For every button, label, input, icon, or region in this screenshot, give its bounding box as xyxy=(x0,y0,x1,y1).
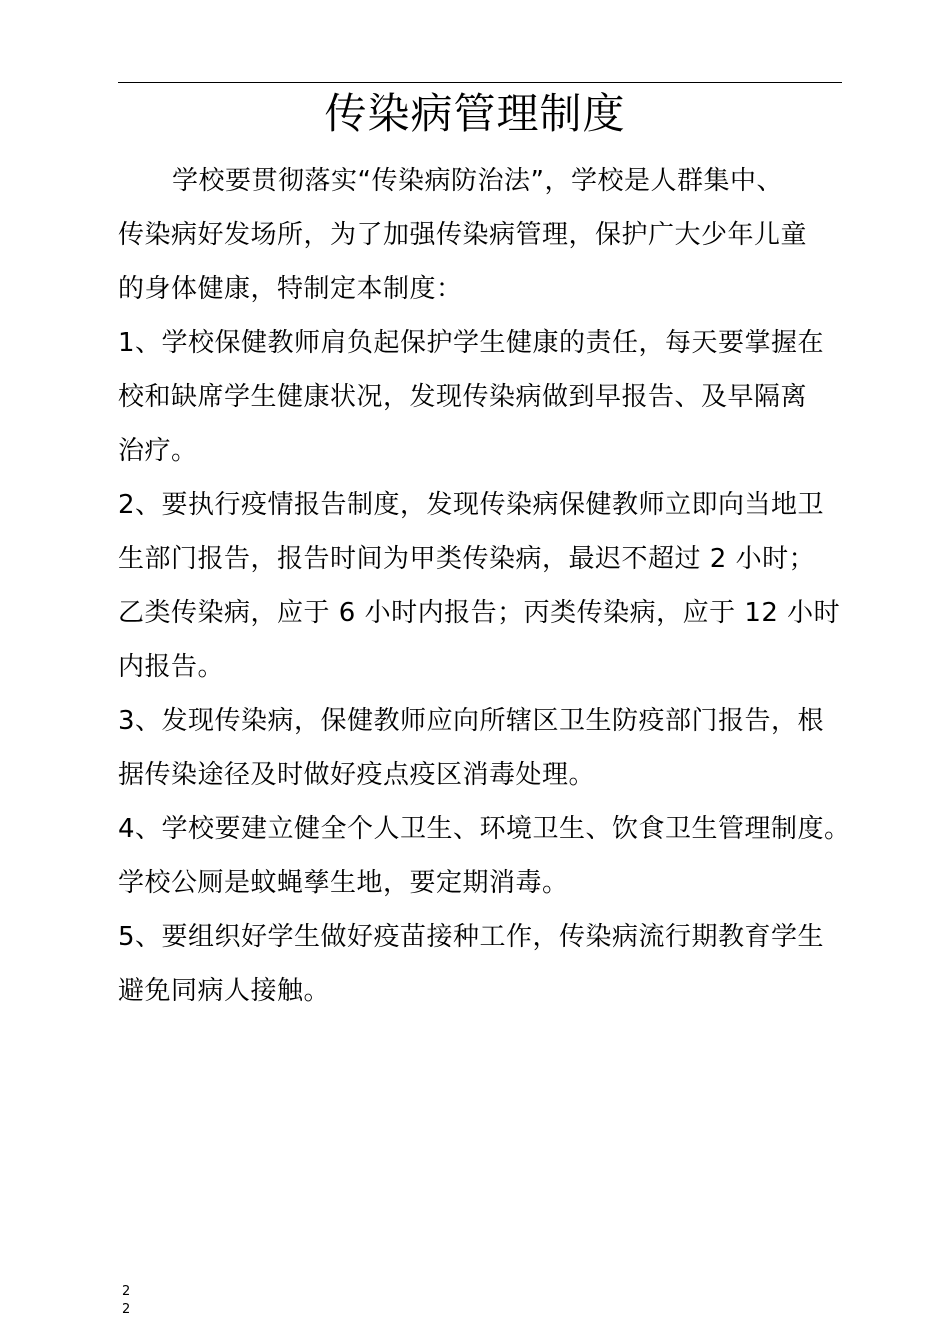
rule-line: 校和缺席学生健康状况，发现传染病做到早报告、及早隔离 xyxy=(118,382,808,412)
rule-line: 1、学校保健教师肩负起保护学生健康的责任，每天要掌握在 xyxy=(118,328,825,358)
document-title: 传染病管理制度 xyxy=(324,89,626,138)
rule-line: 乙类传染病，应于 6 小时内报告；丙类传染病，应于 12 小时 xyxy=(118,598,841,628)
rule-line: 学校公厕是蚊蝇孳生地，要定期消毒。 xyxy=(118,868,569,898)
rule-item-5 xyxy=(118,910,858,1018)
intro-line: 传染病好发场所，为了加强传染病管理，保护广大少年儿童 xyxy=(118,220,808,250)
rule-item-3 xyxy=(118,694,858,802)
intro-line: 的身体健康，特制定本制度： xyxy=(118,274,463,304)
rule-item-2 xyxy=(118,478,858,694)
rule-line: 生部门报告，报告时间为甲类传染病，最迟不超过 2 小时； xyxy=(118,544,816,574)
rule-line: 避免同病人接触。 xyxy=(118,976,331,1006)
page-number-line: 2 xyxy=(122,1284,135,1299)
intro-line: 学校要贯彻落实“传染病防治法”，学校是人群集中、 xyxy=(172,166,783,196)
rule-line: 内报告。 xyxy=(118,652,225,682)
document-body xyxy=(118,154,858,1018)
rule-line: 据传染途径及时做好疫点疫区消毒处理。 xyxy=(118,760,596,790)
rule-line: 2、要执行疫情报告制度，发现传染病保健教师立即向当地卫 xyxy=(118,490,825,520)
rule-line: 治疗。 xyxy=(118,436,198,466)
page-number-line: 2 xyxy=(122,1302,135,1317)
rule-item-1 xyxy=(118,316,858,478)
rule-line: 4、学校要建立健全个人卫生、环境卫生、饮食卫生管理制度。 xyxy=(118,814,851,844)
rule-item-4 xyxy=(118,802,858,910)
page-number xyxy=(122,1283,142,1319)
header-rule xyxy=(118,82,842,83)
rule-line: 3、发现传染病，保健教师应向所辖区卫生防疫部门报告，根 xyxy=(118,706,825,736)
rule-line: 5、要组织好学生做好疫苗接种工作，传染病流行期教育学生 xyxy=(118,922,825,952)
intro-paragraph xyxy=(118,154,858,316)
